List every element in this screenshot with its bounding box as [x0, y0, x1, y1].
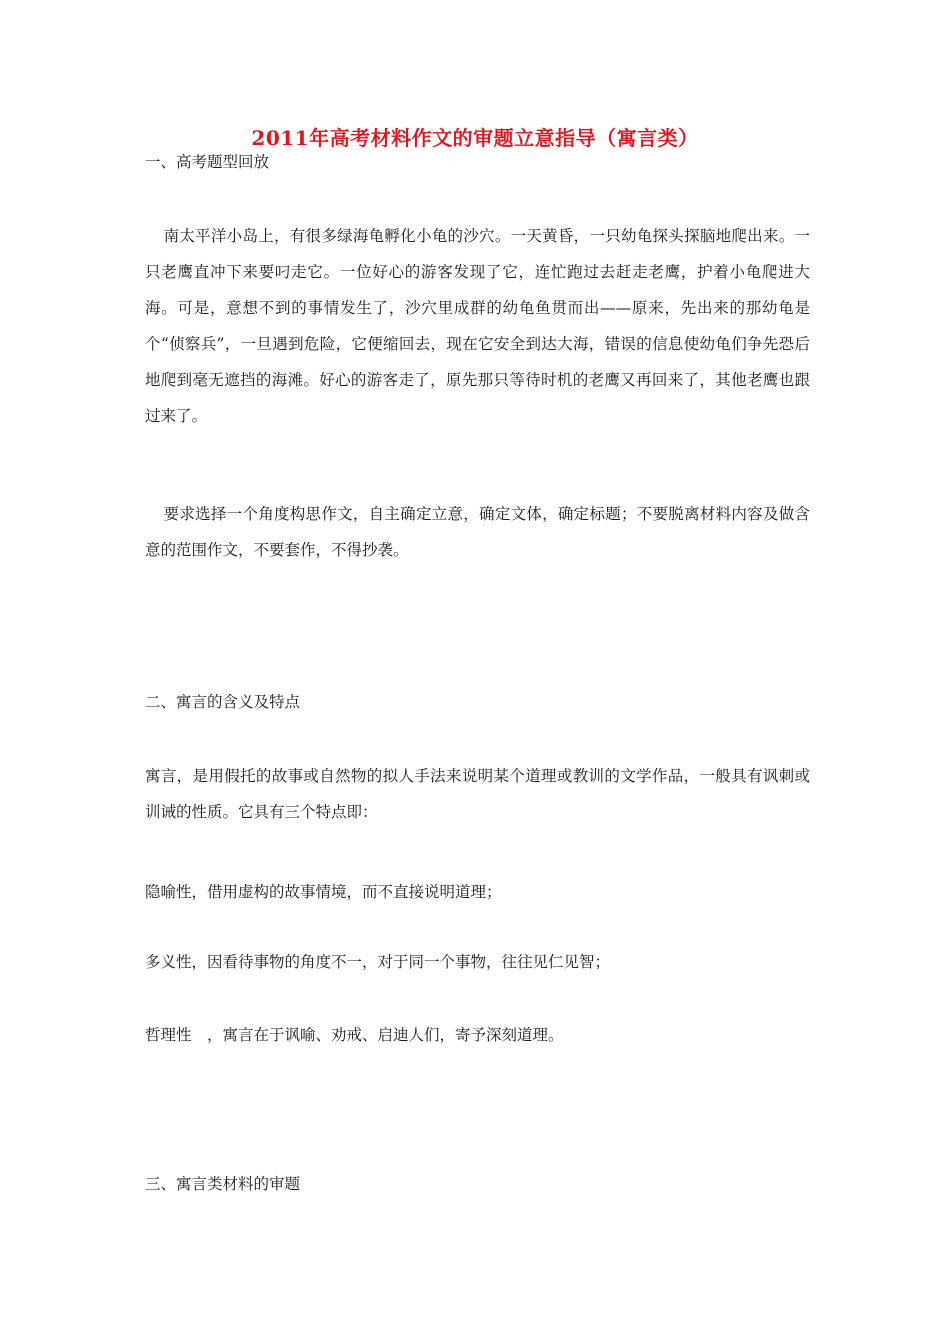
document-title: 2011年高考材料作文的审题立意指导（寓言类）	[251, 126, 699, 150]
fable-feature-ambiguity: 多义性，因看待事物的角度不一，对于同一个事物，往往见仁见智；	[145, 953, 611, 971]
fable-definition-paragraph: 寓言，是用假托的故事或自然物的拟人手法来说明某个道理或教训的文学作品，一般具有讽刺或训诫的性质。它具有三个特点即：	[145, 767, 810, 821]
section-2-heading: 二、寓言的含义及特点	[145, 693, 301, 711]
section-3-heading: 三、寓言类材料的审题	[145, 1175, 301, 1193]
writing-requirement-paragraph: 要求选择一个角度构思作文，自主确定立意，确定文体，确定标题；不要脱离材料内容及做含意的范围作文，不要套作，不得抄袭。	[145, 505, 810, 559]
fable-feature-metaphor: 隐喻性，借用虚构的故事情境，而不直接说明道理；	[145, 883, 502, 901]
material-story-paragraph: 南太平洋小岛上，有很多绿海龟孵化小龟的沙穴。一天黄昏，一只幼龟探头探脑地爬出来。一只老鹰直冲下来要叼走它。一位好心的游客发现了它，连忙跑过去赶走老鹰，护着小龟爬进大海。可是，意想不到的事情发生了，沙穴里成群的幼龟鱼贯而出——原来，先出来的那幼龟是个“侦察兵”，一旦遇到危险，它便缩回去，现在它安全到达大海，错误的信息使幼龟们争先恐后地爬到毫无遮挡的海滩。好心的游客走了，原先那只等待时机的老鹰又再回来了，其他老鹰也跟过来了。	[145, 227, 810, 425]
section-1-heading: 一、高考题型回放	[145, 153, 270, 171]
fable-feature-philosophy: 哲理性 ，寓言在于讽喻、劝戒、启迪人们，寄予深刻道理。	[145, 1026, 564, 1044]
